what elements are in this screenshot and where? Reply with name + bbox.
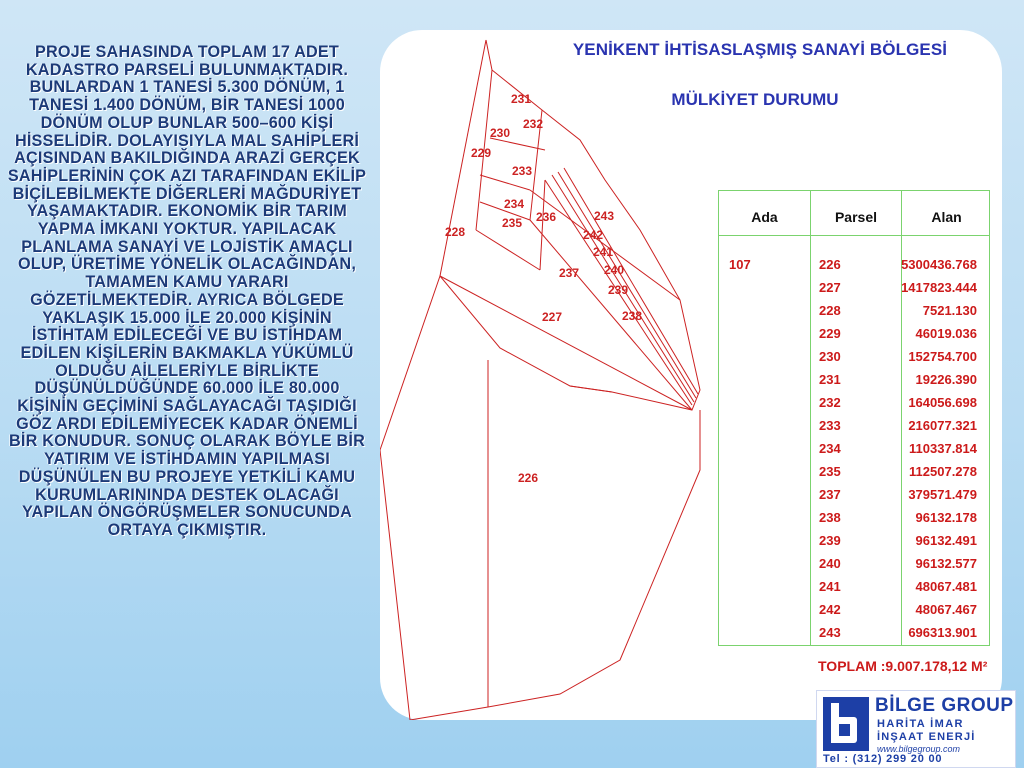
parcel-label: 235 <box>502 216 523 230</box>
table-cell-alan: 379571.479 <box>908 487 977 502</box>
table-cell-alan: 48067.467 <box>915 602 977 617</box>
table-cell-alan: 46019.036 <box>915 326 977 341</box>
table-cell-alan: 1417823.444 <box>901 280 977 295</box>
table-cell-parsel: 233 <box>819 418 841 433</box>
table-cell-alan: 96132.178 <box>915 510 977 525</box>
table-cell-parsel: 235 <box>819 464 841 479</box>
table-cell-parsel: 229 <box>819 326 841 341</box>
parcel-label: 231 <box>511 92 532 106</box>
parcel-label: 242 <box>583 228 604 242</box>
table-cell-parsel: 241 <box>819 579 841 594</box>
logo-icon <box>823 697 869 751</box>
parcel-label: 227 <box>542 310 563 324</box>
table-cell-parsel: 239 <box>819 533 841 548</box>
page-subtitle: MÜLKİYET DURUMU <box>671 90 839 109</box>
table-cell-alan: 5300436.768 <box>901 257 977 272</box>
table-cell-alan: 96132.577 <box>915 556 977 571</box>
table-cell-alan: 48067.481 <box>915 579 977 594</box>
table-cell-alan: 216077.321 <box>908 418 977 433</box>
parcel-label: 239 <box>608 283 629 297</box>
table-cell-alan: 96132.491 <box>915 533 977 548</box>
parcel-label: 241 <box>593 245 614 259</box>
table-cell-alan: 696313.901 <box>908 625 977 640</box>
table-cell-alan: 7521.130 <box>922 303 977 318</box>
parcel-boundary <box>380 40 700 720</box>
ownership-table <box>718 190 990 646</box>
cadastral-map <box>380 30 710 720</box>
parcel-label: 243 <box>594 209 615 223</box>
description-paragraph: PROJE SAHASINDA TOPLAM 17 ADET KADASTRO PARSELİ BULUNMAKTADIR. BUNLARDAN 1 TANESİ 5.300 DÖNÜM, 1 TANESİ 1.400 DÖNÜM, BİR TANESİ 1000 DÖNÜM OLUP BUNLAR 500–600 KİŞİ HİSSELİDİR. DOLAYISIYLA MAL SAHİPLERİ AÇISINDAN BAKILDIĞINDA ARAZİ GERÇEK SAHİPLERİNİN ÇOK AZI TARAFINDAN EKİLİP BİÇİLEBİLMEKTE DİĞERLERİ MAĞDURİYET YAŞAMAKTADIR. EKONOMİK BİR TARIM YAPMA İMKANI YOKTUR. YAPILACAK PLANLAMA SANAYİ VE LOJİSTİK AMAÇLI OLUP, ÜRETİME YÖNELİK OLACAĞINDAN, TAMAMEN KAMU YARARI GÖZETİLMEKTEDİR. AYRICA BÖLGEDE YAKLAŞIK 15.000 İLE 20.000 KİŞİNİN İSTİHTAM EDİLECEĞİ VE BU İSTİHDAM EDİLEN KİŞİLERİN BAKMAKLA YÜKÜMLÜ OLDUĞU AİLELERİYLE BİRLİKTE DÜŞÜNÜLDÜĞÜNDE 60.000 İLE 80.000 KİŞİNİN GEÇİMİNİ SAĞLAYACAĞI TAŞIDIĞI GÖZ ARDI EDİLEMİYECEK KADAR ÖNEMLİ BİR KONUDUR. SONUÇ OLARAK BÖYLE BİR YATIRIM VE İSTİHDAMIN YAPILMASI DÜŞÜNÜLEN BU PROJEYE YETKİLİ KAMU KURUMLARININDA DESTEK OLACAĞI YAPILAN ÖNGÖRÜŞMELER SONUCUNDA ORTAYA ÇIKMIŞTIR. <box>7 43 367 539</box>
table-cell-parsel: 230 <box>819 349 841 364</box>
table-header-ada: Ada <box>751 209 778 225</box>
parcel-label: 229 <box>471 146 492 160</box>
logo-website: www.bilgegroup.com <box>877 744 961 754</box>
parcel-label: 237 <box>559 266 580 280</box>
parcel-label: 233 <box>512 164 533 178</box>
parcel-label: 232 <box>523 117 544 131</box>
table-cell-alan: 112507.278 <box>909 464 977 479</box>
parcel-label: 226 <box>518 471 539 485</box>
table-cell-parsel: 228 <box>819 303 841 318</box>
table-cell-alan: 164056.698 <box>908 395 977 410</box>
logo-tagline-2: İNŞAAT ENERJİ <box>877 731 976 743</box>
parcel-label: 228 <box>445 225 466 239</box>
table-cell-parsel: 231 <box>819 372 841 387</box>
table-cell-alan: 19226.390 <box>915 372 977 387</box>
table-cell-alan: 110337.814 <box>909 441 977 456</box>
table-header-alan: Alan <box>931 209 962 225</box>
logo-tagline-1: HARİTA İMAR <box>877 718 964 730</box>
table-cell-parsel: 240 <box>819 556 841 571</box>
table-cell-parsel: 243 <box>819 625 841 640</box>
logo-phone: Tel : (312) 299 20 00 <box>823 753 943 765</box>
table-cell-parsel: 242 <box>819 602 841 617</box>
parcel-label: 238 <box>622 309 643 323</box>
table-cell-alan: 152754.700 <box>908 349 977 364</box>
table-cell-ada: 107 <box>729 257 751 272</box>
company-logo <box>816 690 1016 768</box>
table-header-parsel: Parsel <box>834 209 878 225</box>
table-cell-parsel: 234 <box>819 441 841 456</box>
table-cell-parsel: 238 <box>819 510 841 525</box>
total-area: TOPLAM :9.007.178,12 M² <box>818 658 988 674</box>
table-cell-parsel: 232 <box>819 395 841 410</box>
parcel-label: 240 <box>604 263 625 277</box>
parcel-label: 230 <box>490 126 511 140</box>
parcel-label: 234 <box>504 197 525 211</box>
page-title: YENİKENT İHTİSASLAŞMIŞ SANAYİ BÖLGESİ <box>572 40 948 59</box>
table-cell-parsel: 226 <box>819 257 841 272</box>
parcel-label: 236 <box>536 210 557 224</box>
table-cell-parsel: 237 <box>819 487 841 502</box>
table-cell-parsel: 227 <box>819 280 841 295</box>
logo-name: BİLGE GROUP <box>875 695 1014 716</box>
